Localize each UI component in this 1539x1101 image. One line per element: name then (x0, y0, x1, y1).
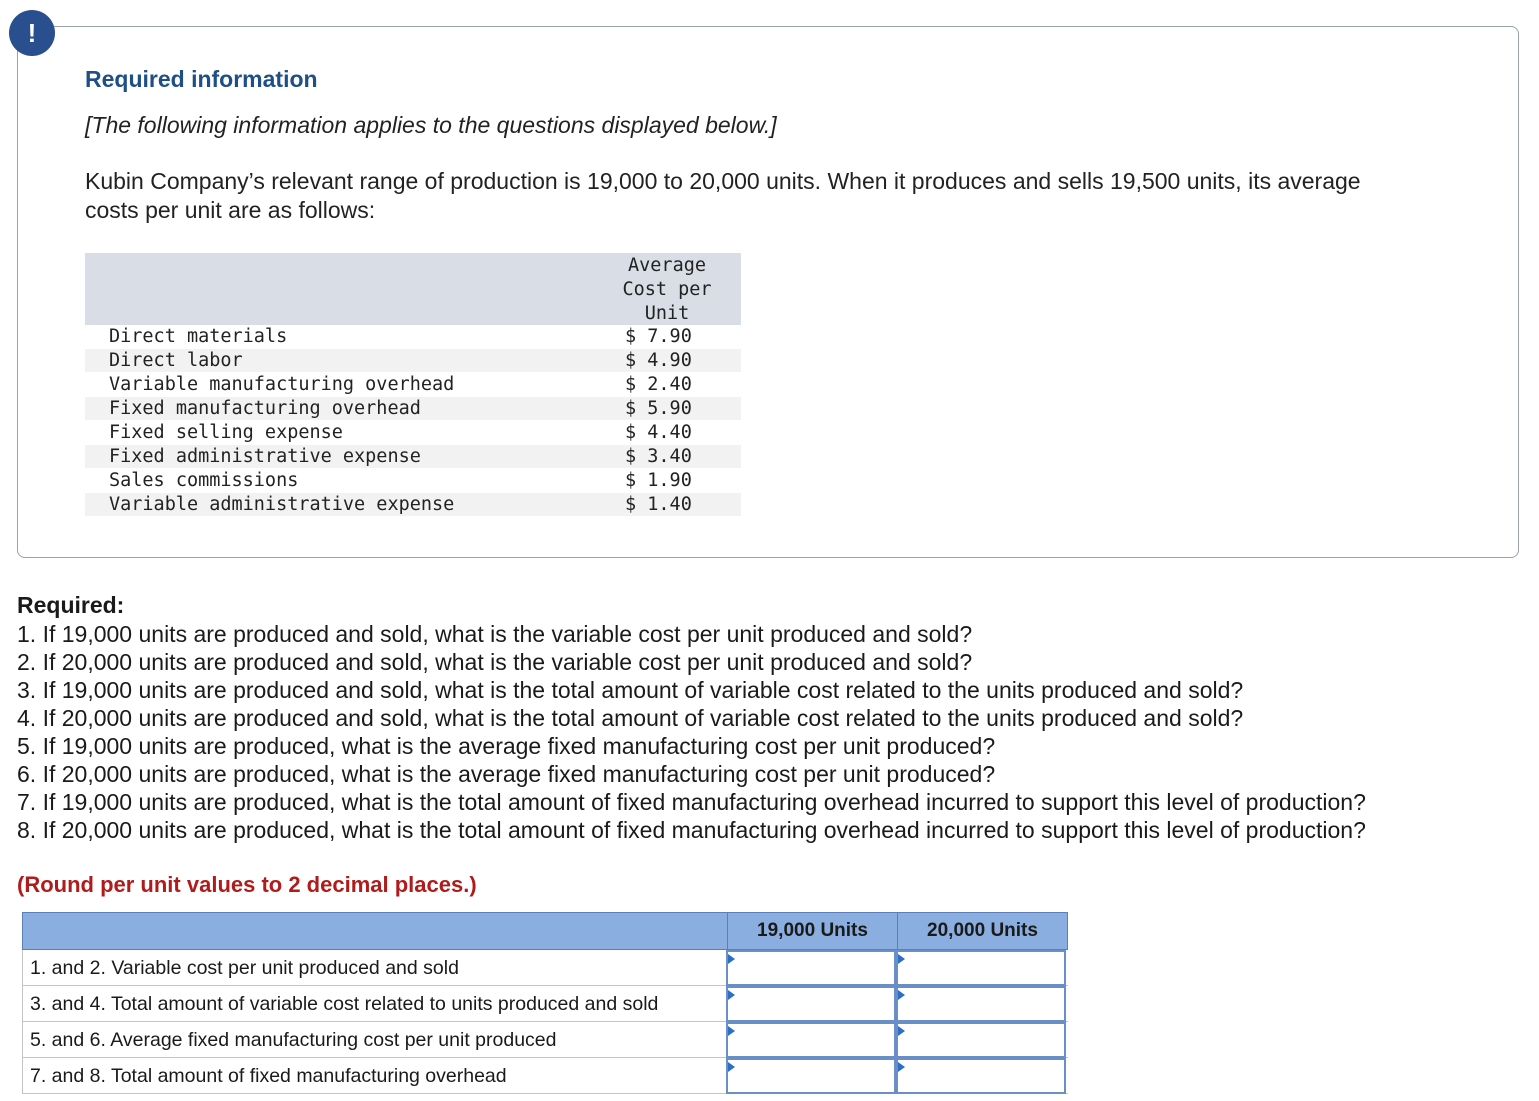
answer-input-q6[interactable] (896, 1022, 1066, 1058)
table-row (22, 950, 1068, 986)
answer-table (22, 912, 1068, 1094)
required-section (17, 590, 1527, 844)
table-row (22, 1058, 1068, 1094)
answer-table-header (22, 912, 1068, 950)
rounding-note: (Round per unit values to 2 decimal places.) (17, 872, 477, 897)
question-5: 5. If 19,000 units are produced, what is the average fixed manufacturing cost per unit produced? (17, 733, 996, 759)
exclamation-icon: ! (27, 18, 37, 48)
row-label: 5. and 6. Average fixed manufacturing cost per unit produced (22, 1022, 726, 1057)
answer-input-q2[interactable] (896, 950, 1066, 986)
table-row (22, 1022, 1068, 1058)
question-7: 7. If 19,000 units are produced, what is the total amount of fixed manufacturing overhead incurred to support this level of production? (17, 789, 1366, 815)
cost-table-header (85, 253, 741, 325)
table-row: Sales commissions $ 1.90 (85, 469, 741, 493)
table-row (22, 986, 1068, 1022)
table-row: Direct materials $ 7.90 (85, 325, 741, 349)
answer-input-q8[interactable] (896, 1058, 1066, 1094)
row-label: 7. and 8. Total amount of fixed manufacturing overhead (22, 1058, 726, 1093)
info-description: Kubin Company’s relevant range of production is 19,000 to 20,000 units. When it produces and sells 19,500 units, its average costs per unit are as follows: (85, 168, 1361, 223)
alert-badge (9, 10, 55, 56)
table-row: Fixed manufacturing overhead $ 5.90 (85, 397, 741, 421)
question-1: 1. If 19,000 units are produced and sold, what is the variable cost per unit produced and sold? (17, 621, 973, 647)
answer-input-q7[interactable] (726, 1058, 896, 1094)
column-header-19000: 19,000 Units (727, 913, 897, 949)
row-label: 1. and 2. Variable cost per unit produced and sold (22, 950, 726, 985)
table-row: Variable administrative expense $ 1.40 (85, 493, 741, 517)
answer-input-q3[interactable] (726, 986, 896, 1022)
cost-column-header: Average Cost per Unit (622, 255, 712, 324)
question-2: 2. If 20,000 units are produced and sold, what is the variable cost per unit produced and sold? (17, 649, 973, 675)
required-heading: Required: (17, 592, 125, 618)
column-header-20000: 20,000 Units (897, 913, 1067, 949)
question-3: 3. If 19,000 units are produced and sold, what is the total amount of variable cost related to the units produced and sold? (17, 677, 1244, 703)
question-4: 4. If 20,000 units are produced and sold, what is the total amount of variable cost related to the units produced and sold? (17, 705, 1244, 731)
average-cost-table (85, 253, 741, 517)
info-subtitle: [The following information applies to the questions displayed below.] (85, 112, 777, 138)
table-row: Fixed administrative expense $ 3.40 (85, 445, 741, 469)
answer-input-q4[interactable] (896, 986, 1066, 1022)
table-row: Variable manufacturing overhead $ 2.40 (85, 373, 741, 397)
table-row: Direct labor $ 4.90 (85, 349, 741, 373)
table-row: Fixed selling expense $ 4.40 (85, 421, 741, 445)
answer-input-q1[interactable] (726, 950, 896, 986)
answer-input-q5[interactable] (726, 1022, 896, 1058)
question-8: 8. If 20,000 units are produced, what is the total amount of fixed manufacturing overhead incurred to support this level of production? (17, 817, 1366, 843)
info-title: Required information (85, 66, 318, 92)
row-label: 3. and 4. Total amount of variable cost related to units produced and sold (22, 986, 726, 1021)
question-6: 6. If 20,000 units are produced, what is the average fixed manufacturing cost per unit produced? (17, 761, 996, 787)
